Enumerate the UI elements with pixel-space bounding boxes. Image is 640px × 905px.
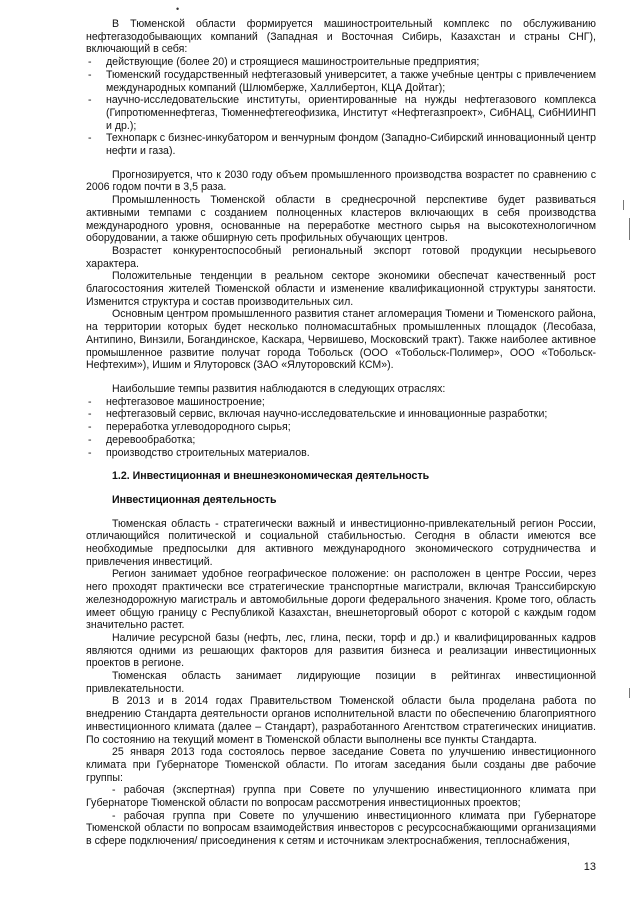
scan-margin-mark bbox=[629, 688, 630, 698]
section-heading: 1.2. Инвестиционная и внешнеэкономическая деятельность bbox=[112, 470, 430, 483]
paragraph-export: Возрастет конкурентоспособный региональный экспорт готовой продукции несырьевого характера. bbox=[86, 244, 596, 270]
scan-margin-mark bbox=[623, 200, 624, 210]
list-item: - Тюменский государственный нефтегазовый университет, а также учебные центры с привлечением международных компаний (Шлюмберже, Халлибертон, КЦА Дойтаг); bbox=[86, 69, 596, 94]
paragraph-council: 25 января 2013 года состоялось первое заседание Совета по улучшению инвестиционного климата при Губернаторе Тюменской области. По итогам заседания были созданы две рабочие группы: bbox=[86, 746, 596, 784]
paragraph-trends: Положительные тенденции в реальном секторе экономики обеспечат качественный рост благосостояния жителей Тюменской области и изменение квалификационной структуры занятости. Изменится структура и состав производительных сил. bbox=[86, 270, 596, 308]
growth-sectors-list bbox=[86, 396, 596, 460]
list-item: - научно-исследовательские институты, ориентированные на нужды нефтегазового комплекса (Гипротюменнефтегаз, Тюменнефтегеофизика, Институт «Нефтегазпроект», СибНАЦ, СибНИИНП и др.); bbox=[86, 94, 596, 132]
list-item: - деревообработка; bbox=[86, 434, 596, 447]
subsection-heading: Инвестиционная деятельность bbox=[112, 493, 277, 506]
paragraph-industry: Промышленность Тюменской области в среднесрочной перспективе будет развиваться активными темпами с созданием полноценных кластеров включающих в себя производства международного уровня, основанные на переработке местного сырья на высокотехнологичном оборудовании, а также обширную сеть профильных обучающих центров. bbox=[86, 194, 596, 245]
list-item: - производство строительных материалов. bbox=[86, 447, 596, 460]
intro-paragraph: В Тюменской области формируется машиностроительный комплекс по обслуживанию нефтегазодобывающих компаний (Западная и Восточная Сибирь, Казахстан и страны СНГ), включающий в себя: bbox=[86, 18, 596, 56]
list-item: - переработка углеводородного сырья; bbox=[86, 421, 596, 434]
paragraph-standard: В 2013 и в 2014 годах Правительством Тюменской области была проделана работа по внедрению Стандарта деятельности органов исполнительной власти по обеспечению благоприятного инвестиционного климата (далее – Стандарт), разработанного Агентством стратегических инициатив. По состоянию на текущий момент в Тюменской области выполнены все пункты Стандарта. bbox=[86, 695, 596, 746]
growth-intro: Наибольшие темпы развития наблюдаются в следующих отраслях: bbox=[112, 382, 446, 395]
page-number: 13 bbox=[583, 861, 596, 873]
scan-dot-mark: • bbox=[176, 4, 180, 14]
paragraph-rating: Тюменская область занимает лидирующие позиции в рейтингах инвестиционной привлекательности. bbox=[86, 670, 596, 695]
document-page bbox=[86, 18, 596, 848]
paragraph-agglomeration: Основным центром промышленного развития станет агломерация Тюмени и Тюменского района, на территории которых будет несколько полномасштабных промышленных площадок (Лесобаза, Антипино, Винзили, Богандинское, Каскара, Червишево, Московский тракт). Также наиболее активное промышленное развитие получат города Тобольск (ООО «Тобольск-Полимер», ООО «Тобольск-Нефтехим»), Ишим и Ялуторовск (ЗАО «Ялуторовский КСМ»). bbox=[86, 308, 596, 372]
machine-building-list bbox=[86, 56, 596, 158]
paragraph-resources: Наличие ресурсной базы (нефть, лес, глина, пески, торф и др.) и квалифицированных кадров являются одними из решающих факторов для развития бизнеса и реализации инвестиционных проектов в регионе. bbox=[86, 631, 596, 670]
scan-margin-mark bbox=[629, 218, 630, 240]
list-item: - Технопарк с бизнес-инкубатором и венчурным фондом (Западно-Сибирский инновационный центр нефти и газа). bbox=[86, 132, 596, 157]
paragraph-working-group: - рабочая группа при Совете по улучшению инвестиционного климата при Губернаторе Тюменской области по вопросам взаимодействия инвесторов с ресурсоснабжающими организациями в сфере подключения/ присоединения к сетям и источникам электроснабжения, теплоснабжения, bbox=[86, 809, 596, 848]
list-item: - нефтегазовое машиностроение; bbox=[86, 396, 596, 409]
list-item: - нефтегазовый сервис, включая научно-исследовательские и инновационные разработки; bbox=[86, 408, 596, 421]
paragraph-expert-group: - рабочая (экспертная) группа при Совете по улучшению инвестиционного климата при Губернаторе Тюменской области по вопросам рассмотрения инвестиционных проектов; bbox=[86, 784, 596, 810]
paragraph-geography: Регион занимает удобное географическое положение: он расположен в центре России, через него проходят практически все стратегические транспортные магистрали, включая Транссибирскую железнодорожную магистраль и автомобильные дороги федерального значения. Кроме того, область имеет общую границу с Республикой Казахстан, внешнеторговый оборот с которой с каждым годом значительно растет. bbox=[86, 568, 596, 632]
paragraph-strategic: Тюменская область - стратегически важный и инвестиционно-привлекательный регион России, отличающийся политической и социальной стабильностью. Сегодня в области имеются все необходимые предпосылки для активного международного экономического сотрудничества и привлечения инвестиций. bbox=[86, 517, 596, 568]
list-item: - действующие (более 20) и строящиеся машиностроительные предприятия; bbox=[86, 56, 596, 69]
paragraph-forecast: Прогнозируется, что к 2030 году объем промышленного производства возрастет по сравнению с 2006 годом почти в 3,5 раза. bbox=[86, 168, 596, 194]
